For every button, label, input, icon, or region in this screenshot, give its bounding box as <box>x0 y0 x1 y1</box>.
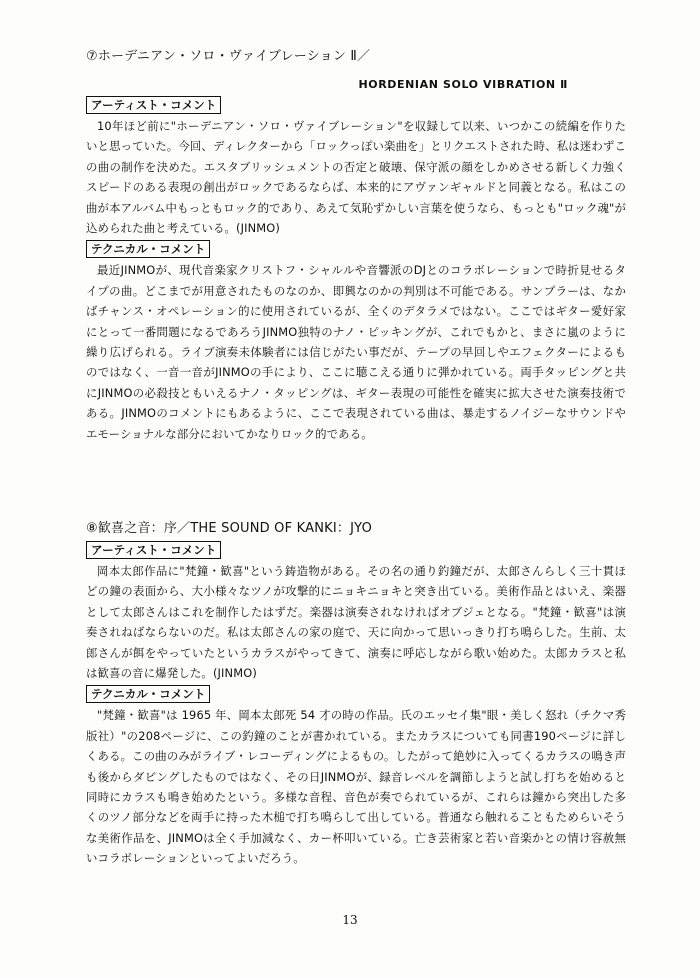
track-8-artist-comment-label: アーティスト・コメント <box>86 541 221 559</box>
track-8-title: ⑧歓喜之音：序／THE SOUND OF KANKI：JYO <box>86 521 372 536</box>
track-8-technical-comment: "梵鐘・歓喜"は 1965 年、岡本太郎死 54 才の時の作品。氏のエッセイ集"眼・美しく怒れ（チクマ秀版社）"の208ページに、この釣鐘のことが書かれている。またカラスについても同書190ページに詳しくある。この曲のみがライブ・レコーディングによるもの。したがって絶妙に入ってくるカラスの鳴き声も後からダビングしたものではなく、その日JINMOが、録音レベルを調節しようと試し打ちを始めると同時にカラスも鳴き始めたという。多様な音程、音色が奏でられているが、これらは鐘から突出した多くのツノ部分などを両手に持った木槌で打ち鳴らして出している。普通なら触れることもためらいそうな美術作品を、JINMOは全く手加減なく、カー杯叩いている。亡き芸術家と若い音楽かとの情け容赦無いコラボレーションといってよいだろう。 <box>86 708 626 866</box>
track-8-section <box>86 519 626 869</box>
track-7-section <box>86 47 626 444</box>
track-7-technical-comment-label: テクニカル・コメント <box>86 240 210 258</box>
page-number: 13 <box>342 913 358 927</box>
track-8-technical-comment-label: テクニカル・コメント <box>86 685 210 703</box>
track-7-english-title: HORDENIAN SOLO VIBRATION Ⅱ <box>358 78 568 91</box>
track-7-title: ⑦ホーデニアン・ソロ・ヴァイブレーション Ⅱ／ <box>86 49 371 64</box>
track-7-artist-comment-label: アーティスト・コメント <box>86 96 221 114</box>
track-7-technical-comment: 最近JINMOが、現代音楽家クリストフ・シャルルや音響派のDJとのコラボレーションで時折見せるタイプの曲。どこまでが用意されたものなのか、即興なのかの判別は不可能である。サンプラーは、なかばチャンス・オペレーション的に使用されているが、全くのデタラメではない。ここではギター愛好家にとって一番問題になるであろうJINMO独特のナノ・ピッキングが、これでもかと、まさに嵐のように繰り広げられる。ライブ演奏未体験者には信じがたい事だが、テープの早回しやエフェクターによるものではなく、一音一音がJINMOの手により、ここに聴こえる通りに弾かれている。両手タッピングと共にJINMOの必殺技ともいえるナノ・タッピングは、ギター表現の可能性を確実に拡大させた演奏技術である。JINMOのコメントにもあるように、ここで表現されている曲は、暴走するノイジーなサウンドやエモーショナルな部分においてかなりロック的である。 <box>86 263 626 441</box>
track-8-artist-comment: 岡本太郎作品に"梵鐘・歓喜"という鋳造物がある。その名の通り釣鐘だが、太郎さんらしく三十貫ほどの鐘の表面から、大小様々なツノが攻撃的にニョキニョキと突き出ている。美術作品とはいえ、楽器として太郎さんはこれを制作したはずだ。楽器は演奏されなければオブジェとなる。"梵鐘・歓喜"は演奏されねばならないのだ。私は太郎さんの家の庭で、天に向かって思いっきり打ち鳴らした。生前、太郎さんが餌をやっていたというカラスがやってきて、演奏に呼応しながら歌い始めた。太郎カラスと私は歓喜の音に爆発した。(JINMO) <box>86 564 626 681</box>
track-7-artist-comment: 10年ほど前に"ホーデニアン・ソロ・ヴァイブレーション"を収録して以来、いつかこの続編を作りたいと思っていた。今回、ディレクターから「ロックっぽい楽曲を」とリクエストされた時、私は迷わずこの曲の制作を決めた。エスタブリッシュメントの否定と破壊、保守派の顔をしかめさせる新しく力強くスピードのある表現の創出がロックであるならば、本来的にアヴァンギャルドと同義となる。私はこの曲が本アルバム中もっともロック的であり、あえて気恥ずかしい言葉を使うなら、もっとも"ロック魂"が込められた曲と考えている。(JINMO) <box>86 119 626 236</box>
